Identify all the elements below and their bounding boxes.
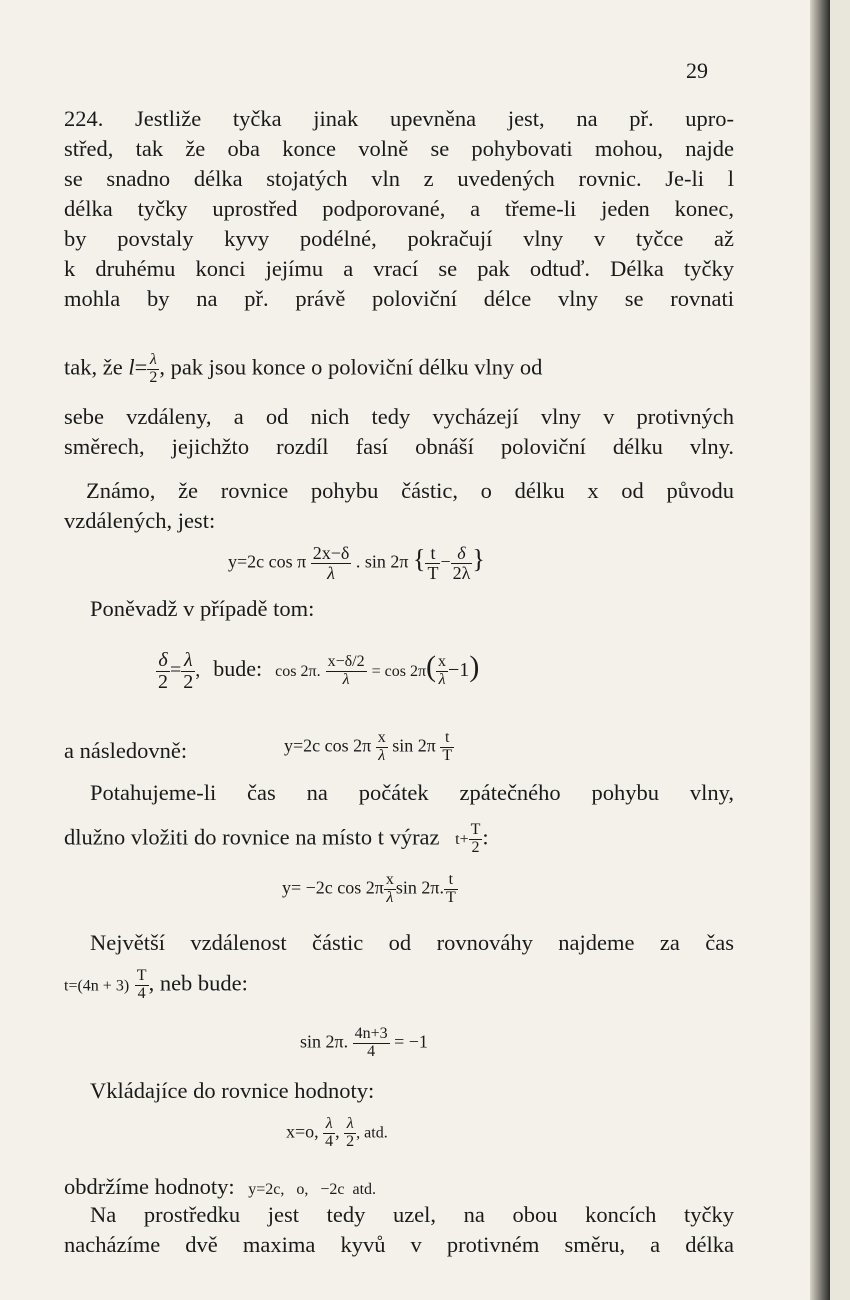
- p3-second-line: [64, 822, 734, 857]
- text-line: Na prostředku jest tedy uzel, na obou koncích tyčky: [90, 1202, 734, 1227]
- paragraph-224-end: [64, 402, 734, 462]
- text-line: Největší vzdálenost částic od rovnováhy najdeme za čas: [90, 930, 734, 955]
- eq-fraction: $\frac{4n+3}{4}$: [354, 1025, 388, 1060]
- text-line: Potahujeme-li čas na počátek zpátečného pohybu vlny,: [90, 780, 734, 805]
- text-line: vzdálených, jest:: [64, 508, 216, 533]
- eq-fraction: $\frac{\lambda}{4}$: [325, 1115, 334, 1150]
- text-line: nacházíme dvě maxima kyvů v protivném směru, a délka: [64, 1232, 734, 1257]
- eq-text: = −1: [394, 1031, 428, 1052]
- text-fragment: pak jsou konce o poloviční délku vlny od: [170, 354, 543, 380]
- text-line: Poněvadž v případě tom:: [90, 596, 315, 621]
- eq-fraction: $\frac{2x-\delta}{\lambda}$: [312, 543, 350, 583]
- eq-text: y=2c cos 2π: [284, 735, 372, 756]
- eq-text: :: [482, 824, 489, 850]
- p4-second-line: [64, 968, 734, 1003]
- text-line: směrech, jejichžto rozdíl fasí obnáší poloviční délku vlny.: [64, 434, 734, 459]
- eq-fraction: $\frac{\lambda}{2}$: [183, 649, 194, 693]
- text-line: 224. Jestliže tyčka jinak upevněna jest, na př. upro-: [64, 106, 734, 131]
- eq-fraction: $\frac{x-\delta/2}{\lambda}$: [327, 653, 365, 688]
- page-number: 29: [686, 58, 708, 83]
- paragraph-vkladajice: [64, 1076, 734, 1106]
- eq-text: . sin 2π: [355, 551, 409, 572]
- eq-text: sin 2π.: [395, 877, 444, 898]
- eq-fraction: $\frac{x}{\lambda}$: [385, 871, 394, 906]
- text-line: střed, tak že oba konce volně se pohybovati mohou, najde: [64, 136, 734, 161]
- equation-1: y=2c cos π $\frac{2x-\delta}{\lambda}$ . sin 2π { $\frac{t}{T}$ − $\frac{\delta}{2\lambda}$ }: [228, 543, 485, 583]
- eq-fraction: $\frac{T}{4}$: [136, 967, 147, 1002]
- eq-text: bude:: [213, 656, 263, 682]
- book-spine: [810, 0, 830, 1300]
- eq-fraction: $\frac{\lambda}{2}$: [346, 1115, 355, 1150]
- eq-text: t+: [455, 831, 469, 849]
- text-line: se snadno délka stojatých vln z uvedených rovnic. Je-li l: [64, 166, 734, 191]
- eq-text: = cos 2π: [371, 663, 427, 681]
- equation-3: [284, 730, 454, 765]
- paragraph-224: [64, 104, 734, 314]
- eq-fraction: $\frac{x}{\lambda}$: [438, 653, 447, 688]
- text-line: by povstaly kyvy podélné, pokračují vlny v tyčce až: [64, 226, 734, 251]
- lambda-half-fraction: $\frac{\lambda}{2}$: [149, 351, 158, 386]
- text-fragment: , neb bude:: [148, 970, 248, 996]
- paragraph-na-prostredku: [64, 1200, 734, 1260]
- text-line: Vkládajíce do rovnice hodnoty:: [90, 1078, 375, 1103]
- equation-2: $\frac{\delta}{2}$ = $\frac{\lambda}{2}$ , bude: cos 2π. $\frac{x-\delta/2}{\lambda}$ = cos 2π( $\frac{x}{\lambda}$ −1): [158, 649, 480, 693]
- eq-fraction: $\frac{x}{\lambda}$: [377, 729, 386, 764]
- text-fragment: a následovně:: [64, 738, 188, 763]
- eq-fraction: $\frac{t}{T}$: [442, 729, 453, 764]
- text-line: sebe vzdáleny, a od nich tedy vycházejí vlny v protivných: [64, 404, 734, 429]
- paragraph-nejvetsi: [64, 928, 734, 958]
- equation-5: [300, 1026, 428, 1061]
- eq-text: t=(4n + 3): [64, 977, 130, 995]
- text-line: Známo, že rovnice pohybu částic, o délku x od původu: [86, 478, 734, 503]
- text-fragment: obdržíme hodnoty:: [64, 1174, 235, 1199]
- eq-text: cos 2π.: [275, 663, 321, 681]
- text-line: mohla by na př. právě poloviční délce vlny se rovnati: [64, 286, 734, 311]
- eq-text: y=2c, o, −2c atd.: [248, 1181, 377, 1198]
- text-fragment: dlužno vložiti do rovnice na místo t výraz: [64, 824, 440, 850]
- text-fragment: tak, že: [64, 354, 123, 380]
- eq-fraction: $\frac{\delta}{2}$: [158, 649, 168, 693]
- eq-fraction: $\frac{t}{T}$: [427, 543, 439, 583]
- paragraph-potahujeme: [64, 778, 734, 808]
- eq-text: y= −2c cos 2π: [282, 877, 384, 898]
- ponevadz-line: [64, 594, 734, 624]
- eq-text: y=2c cos π: [228, 551, 307, 572]
- eq-text: sin 2π: [392, 735, 436, 756]
- paragraph-znamo: [64, 476, 734, 536]
- eq-fraction: $\frac{T}{2}$: [470, 821, 481, 856]
- eq-fraction: $\frac{\delta}{2\lambda}$: [452, 543, 471, 583]
- text-line: k druhému konci jejímu a vrací se pak odtuď. Délka tyčky: [64, 256, 734, 281]
- eq-text: −1: [448, 659, 470, 682]
- eq-text: x=o,: [286, 1121, 319, 1142]
- eq-text: , atd.: [356, 1124, 388, 1142]
- text-line: délka tyčky uprostřed podporované, a třeme-li jeden konec,: [64, 196, 734, 221]
- tak-ze-line: tak, že l= $\frac{\lambda}{2}$ , pak jsou konce o poloviční délku vlny od: [64, 351, 543, 386]
- eq-fraction: $\frac{t}{T}$: [445, 871, 456, 906]
- equation-6: x=o, $\frac{\lambda}{4}$ , $\frac{\lambda}{2}$ , atd.: [286, 1115, 388, 1150]
- equation-4: [282, 872, 458, 907]
- eq-text: sin 2π.: [300, 1031, 349, 1052]
